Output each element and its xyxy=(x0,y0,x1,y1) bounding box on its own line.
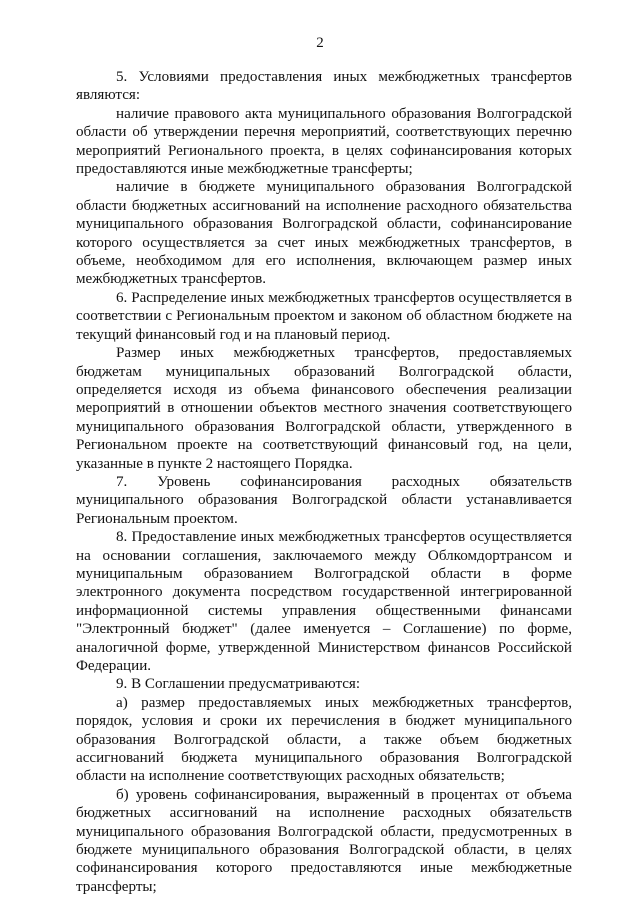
paragraph-8-agreement: 8. Предоставление иных межбюджетных трансфертов осуществляется на основании соглашения, заключаемого между Облкомдортрансом и муниципальным образованием Волгоградской области в форме электронного документа посредством государственной интегрированной информационной системы управления общественными финансами "Электронный бюджет" (далее именуется – Соглашение) по форме, аналогичной форме, утвержденной Министерством финансов Российской Федерации. xyxy=(76,529,572,674)
paragraph-transfer-size: Размер иных межбюджетных трансфертов, предоставляемых бюджетам муниципальных образований Волгоградской области, определяется исходя из объема финансового обеспечения реализации мероприятий в отношении объектов местного значения соответствующего муниципального образования Волгоградской области, утвержденного в Региональном проекте на соответствующий финансовый год, на цели, указанные в пункте 2 настоящего Порядка. xyxy=(76,345,572,472)
paragraph-6-distribution: 6. Распределение иных межбюджетных трансфертов осуществляется в соответствии с Региональным проектом и законом об областном бюджете на текущий финансовый год и на плановый период. xyxy=(76,289,572,343)
paragraph-5-conditions: 5. Условиями предоставления иных межбюджетных трансфертов являются: xyxy=(76,69,572,104)
paragraph-budget-allocations: наличие в бюджете муниципального образования Волгоградской области бюджетных ассигнований на исполнение расходного обязательства муниципального образования Волгоградской области, софинансирование которого осуществляется за счет иных межбюджетных трансфертов, в объеме, необходимом для его исполнения, включающем размер иных межбюджетных трансфертов. xyxy=(76,179,572,288)
paragraph-9a: а) размер предоставляемых иных межбюджетных трансфертов, порядок, условия и сроки их перечисления в бюджет муниципального образования Волгоградской области, а также объем бюджетных ассигнований бюджета муниципального образования Волгоградской области на исполнение соответствующих расходных обязательств; xyxy=(76,694,572,785)
page-number: 2 xyxy=(316,35,324,51)
paragraph-7-cofinancing-level: 7. Уровень софинансирования расходных обязательств муниципального образования Волгоградской области устанавливается Региональным проектом. xyxy=(76,473,572,527)
document-body xyxy=(76,68,572,896)
paragraph-9b: б) уровень софинансирования, выраженный в процентах от объема бюджетных ассигнований на исполнение расходных обязательств муниципального образования Волгоградской области, предусмотренных в бюджете муниципального образования Волгоградской области, в целях софинансирования которого предоставляются иные межбюджетные трансферты; xyxy=(76,786,572,895)
paragraph-legal-act: наличие правового акта муниципального образования Волгоградской области об утверждении перечня мероприятий, соответствующих перечню мероприятий Регионального проекта, в целях софинансирования которых предоставляются иные межбюджетные трансферты; xyxy=(76,105,572,178)
paragraph-9-agreement-contents: 9. В Соглашении предусматриваются: xyxy=(116,676,361,693)
